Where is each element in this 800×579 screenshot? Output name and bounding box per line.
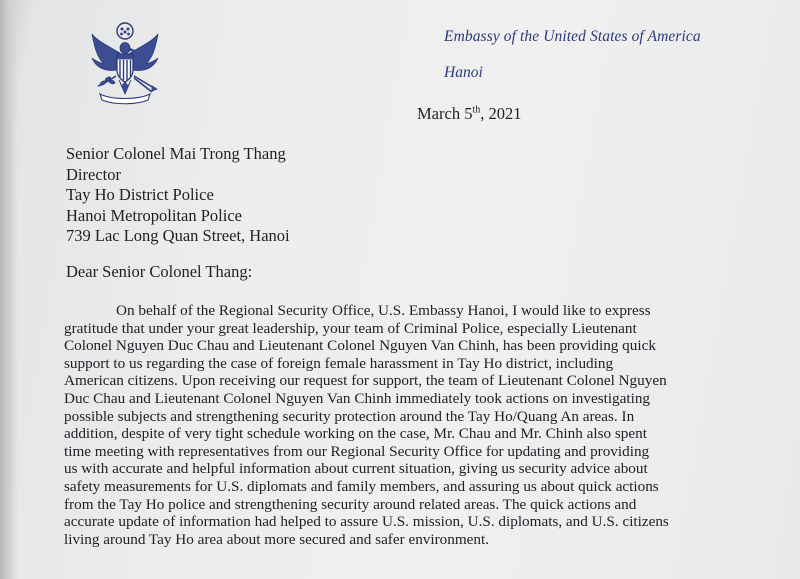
recipient-address-block [66,144,290,247]
date-month-day: March 5 [417,104,473,123]
body-line: accurate update of information had helped to assure U.S. mission, U.S. diplomats, and U.S. citizens [64,513,669,531]
body-line: gratitude that under your great leadership, your team of Criminal Police, especially Lieutenant [64,319,637,337]
body-line: Colonel Nguyen Duc Chau and Lieutenant Colonel Nguyen Van Chinh, has been providing quick [64,337,656,355]
recipient-street: 739 Lac Long Quan Street, Hanoi [66,226,290,245]
recipient-unit: Tay Ho District Police [66,185,214,204]
body-line: On behalf of the Regional Security Office, U.S. Embassy Hanoi, I would like to express [116,302,651,319]
date-year: , 2021 [480,104,522,123]
body-line: possible subjects and strengthening security protection around the Tay Ho/Quang An areas. In [64,407,635,425]
body-line: safety measurements for U.S. diplomats and family members, and assuring us about quick actions [64,477,659,495]
letter-body-paragraph [64,302,724,548]
body-line: support to us regarding the case of foreign female harassment in Tay Ho district, including [64,354,614,372]
page-edge-shadow [0,0,18,579]
body-line: addition, despite of very tight schedule working on the case, Mr. Chau and Mr. Chinh also spent [64,425,647,443]
body-line: American citizens. Upon receiving our request for support, the team of Lieutenant Colonel Nguyen [64,372,667,390]
letterhead-embassy-name: Embassy of the United States of America [444,28,701,45]
letter-date [417,104,521,124]
body-line: us with accurate and helpful information about current situation, giving us security advice about [64,460,648,478]
body-line: from the Tay Ho police and strengthening security around related areas. The quick actions and [64,495,637,513]
body-line: Duc Chau and Lieutenant Colonel Nguyen Van Chinh immediately took actions on investigating [64,389,651,407]
recipient-name: Senior Colonel Mai Trong Thang [66,144,286,163]
recipient-title: Director [66,164,121,184]
body-line: living around Tay Ho area about more secured and safer environment. [64,530,490,548]
salutation: Dear Senior Colonel Thang: [66,262,253,281]
letterhead-city: Hanoi [444,64,483,81]
body-line: time meeting with representatives from our Regional Security Office for updating and providing [64,442,650,460]
us-great-seal-eagle-icon [86,20,164,106]
date-ordinal-suffix: th [472,104,481,116]
recipient-organization: Hanoi Metropolitan Police [66,205,242,225]
